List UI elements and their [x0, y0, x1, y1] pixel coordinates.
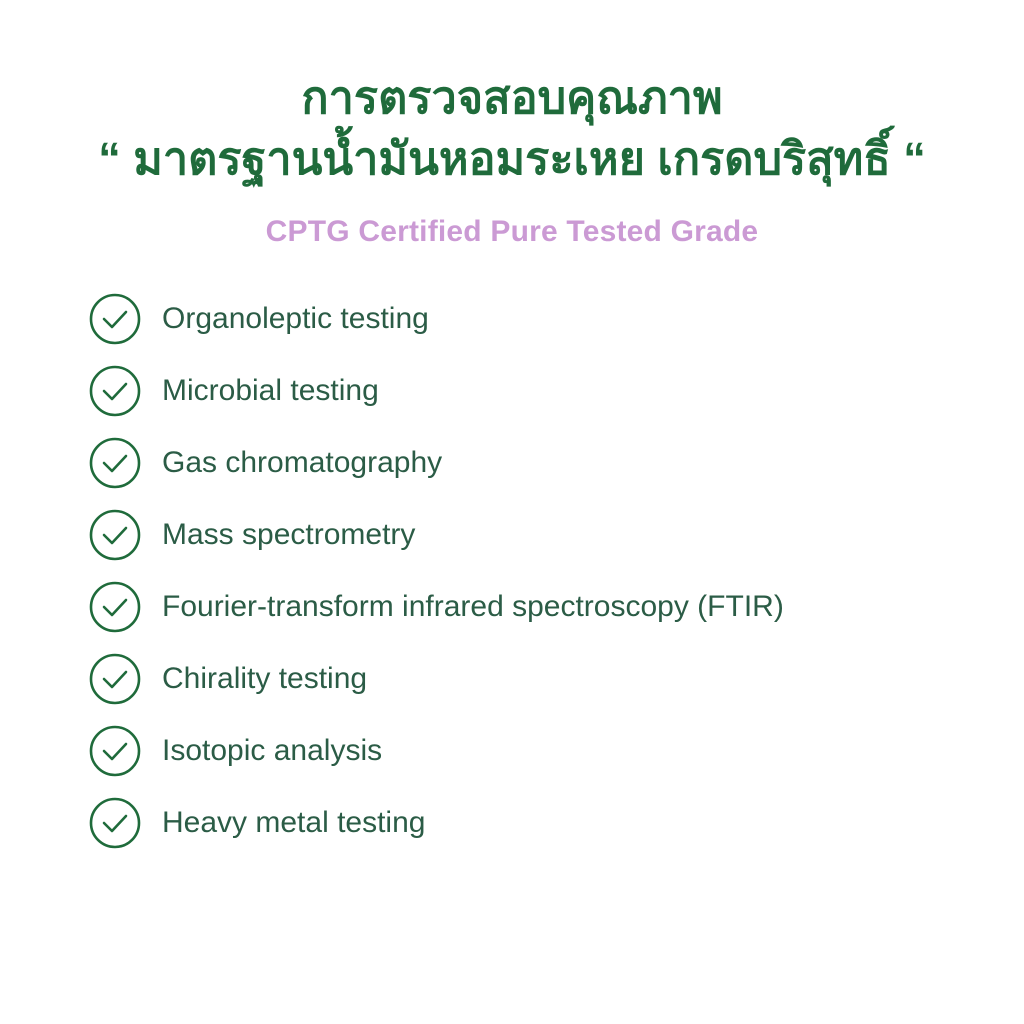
list-item-label: Fourier-transform infrared spectroscopy (FTIR) — [162, 589, 784, 623]
check-circle-icon — [88, 580, 162, 634]
list-item-label: Isotopic analysis — [162, 733, 383, 767]
page-title-thai-line1: การตรวจสอบคุณภาพ — [301, 72, 723, 123]
list-item — [88, 283, 964, 355]
header-block — [60, 70, 964, 249]
check-circle-icon — [88, 796, 162, 850]
list-item-label: Microbial testing — [162, 373, 379, 407]
check-circle-icon — [88, 292, 162, 346]
list-item-label: Mass spectrometry — [162, 517, 416, 551]
list-item — [88, 715, 964, 787]
list-item-label: Heavy metal testing — [162, 805, 426, 839]
list-item — [88, 427, 964, 499]
check-circle-icon — [88, 436, 162, 490]
list-item — [88, 787, 964, 859]
list-item-label: Organoleptic testing — [162, 301, 429, 335]
list-item — [88, 571, 964, 643]
list-item — [88, 643, 964, 715]
check-circle-icon — [88, 724, 162, 778]
list-item — [88, 499, 964, 571]
list-item — [88, 355, 964, 427]
checklist — [60, 283, 964, 859]
list-item-label: Gas chromatography — [162, 445, 443, 479]
page-subtitle: CPTG Certified Pure Tested Grade — [265, 214, 759, 248]
list-item-label: Chirality testing — [162, 661, 368, 695]
check-circle-icon — [88, 508, 162, 562]
check-circle-icon — [88, 364, 162, 418]
check-circle-icon — [88, 652, 162, 706]
page-title-thai-line2: “ มาตรฐานน้ำมันหอมระเหย เกรดบริสุทธิ์ “ — [98, 133, 926, 185]
